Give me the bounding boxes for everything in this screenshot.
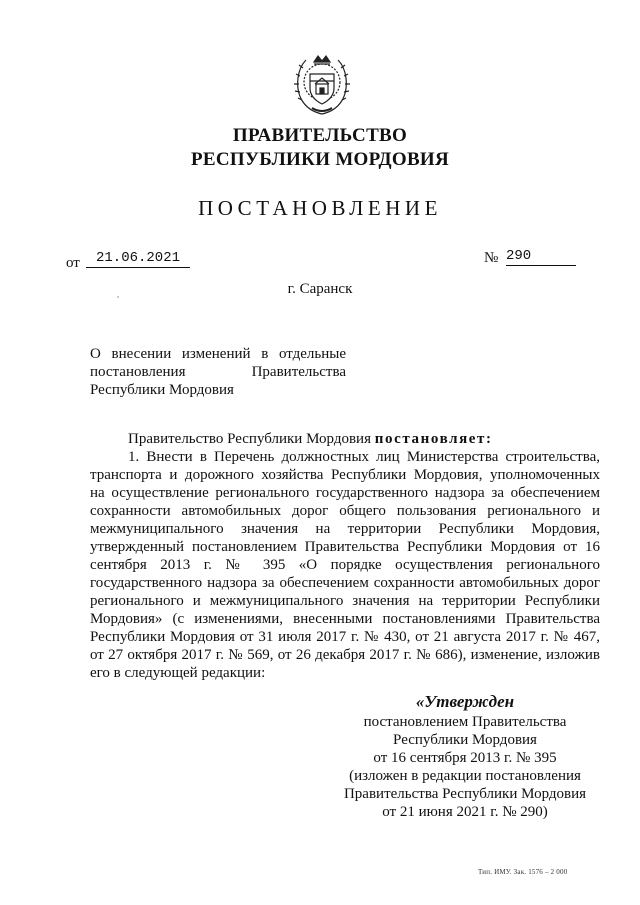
document-type: ПОСТАНОВЛЕНИЕ	[198, 196, 442, 220]
approval-block	[330, 693, 600, 821]
preamble	[90, 430, 600, 448]
number-prefix: №	[484, 250, 499, 266]
printer-mark: Тип. ИМУ. Зак. 1576 – 2 000	[478, 868, 568, 876]
org-name-line2: РЕСПУБЛИКИ МОРДОВИЯ	[190, 149, 450, 170]
preamble-text: Правительство Республики Мордовия	[128, 431, 375, 447]
approval-title: «Утвержден	[415, 692, 515, 711]
paragraph-line: сентября 2013 г. № 395 «О порядке осуществления регионального	[90, 557, 600, 573]
subject-line: постановления Правительства	[90, 364, 346, 380]
document-body	[90, 430, 600, 682]
paragraph-line: его в следующей редакции:	[90, 665, 266, 681]
approval-line: Республики Мордовия	[393, 732, 537, 748]
subject-line: О внесении изменений в отдельные	[90, 346, 346, 362]
approval-line: от 21 июня 2021 г. № 290)	[382, 804, 548, 820]
paragraph-line: Мордовия» (с изменениями, внесенными постановлениями Правительства	[90, 611, 600, 627]
approval-line: постановлением Правительства	[363, 714, 567, 730]
paragraph-line: регионального и межмуниципального значения на территории Республики	[90, 593, 600, 609]
paragraph-line: сохранности автомобильных дорог общего пользования регионального и	[90, 503, 600, 519]
approval-line: (изложен в редакции постановления	[349, 768, 581, 784]
scan-speck	[117, 296, 119, 298]
approval-line: от 16 сентября 2013 г. № 395	[373, 750, 557, 766]
paragraph-line: 1. Внести в Перечень должностных лиц Министерства строительства,	[128, 449, 600, 465]
paragraph-line: от 27 октября 2017 г. № 569, от 26 декабря 2017 г. № 686), изменение, изложив	[90, 647, 600, 663]
org-name-line1: ПРАВИТЕЛЬСТВО	[232, 125, 408, 146]
paragraph-line: утвержденный постановлением Правительства Республики Мордовия от 16	[90, 539, 600, 555]
paragraph-line: Республики Мордовия от 31 июля 2017 г. № 430, от 21 августа 2017 г. № 467,	[90, 629, 600, 645]
date-prefix: от	[66, 255, 80, 271]
paragraph-line: транспорта и дорожного хозяйства Республики Мордовия, уполномоченных	[90, 467, 600, 483]
approval-line: Правительства Республики Мордовия	[343, 786, 587, 802]
document-date: 21.06.2021	[86, 250, 190, 268]
paragraph-line: межмуниципального значения на территории Республики Мордовия,	[90, 521, 600, 537]
city: г. Саранск	[287, 281, 353, 297]
preamble-verb: постановляет:	[374, 431, 493, 447]
document-number: 290	[506, 248, 576, 266]
coat-of-arms-icon	[290, 48, 354, 118]
paragraph-line: государственного надзора за обеспечением сохранности автомобильных дорог	[90, 575, 600, 591]
document-subject	[90, 345, 346, 399]
subject-line: Республики Мордовия	[90, 382, 234, 398]
paragraph-line: на осуществление регионального государственного надзора за обеспечением	[90, 485, 600, 501]
